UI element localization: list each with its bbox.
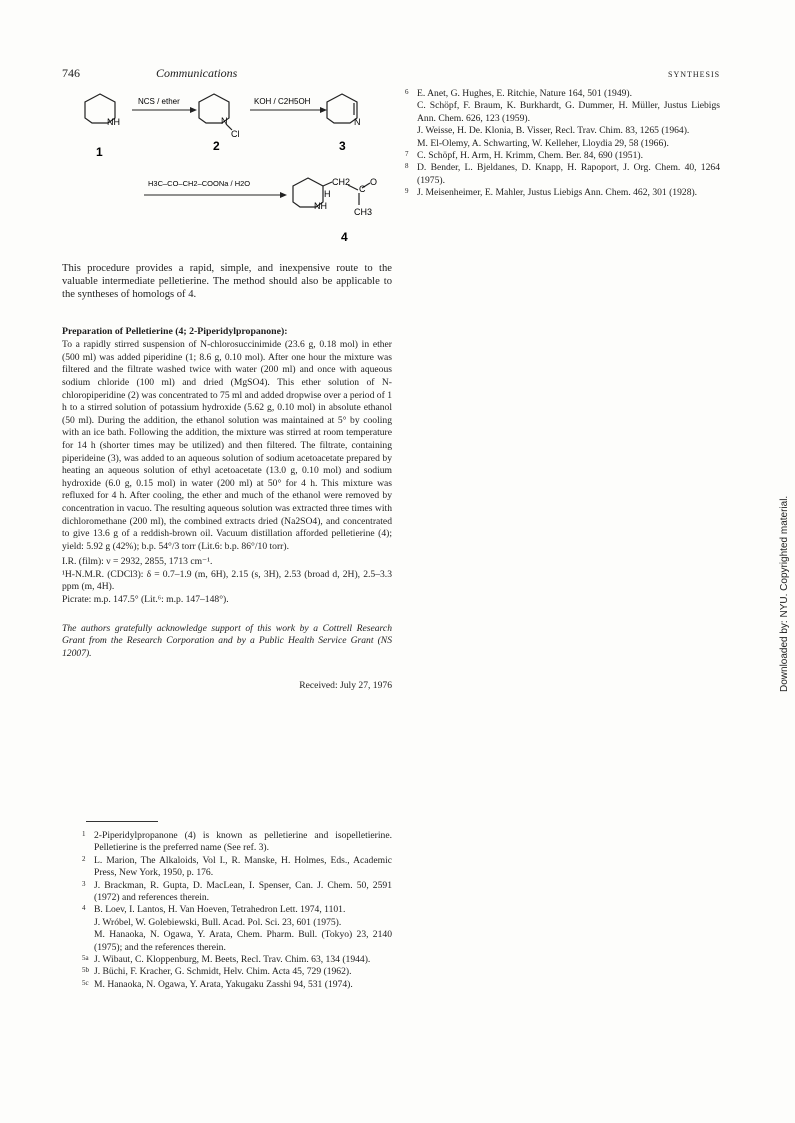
ir-data: I.R. (film): ν = 2932, 2855, 1713 cm⁻¹. xyxy=(62,556,213,568)
ch2-label: CH2 xyxy=(332,177,351,187)
reaction-scheme xyxy=(80,88,390,258)
reagent-2: KOH / C2H5OH xyxy=(254,97,311,106)
journal-name: SYNTHESIS xyxy=(668,70,721,79)
preparation-body: To a rapidly stirred suspension of N-chlorosuccinimide (23.6 g, 0.18 mol) in ether (500 ml) was added piperidine (1; 8.6 g, 0.10 mol). After one hour the mixture was filtered and the filtrate washed twice with water (200 ml) and once with aqueous sodium chloride (100 ml) and dried (MgSO4). This ether solution of N-chloropiperidine (2) was concentrated to 75 ml and added dropwise over a period of 1 h to a stirred solution of potassium hydroxide (5.62 g, 0.10 mol) in absolute ethanol (50 ml). During the addition, the ethanol solution was maintained at 5° by cooling with an ice bath. Following the addition, the mixture was stirred at room temperature for 14 h (shorter times may be utilized) and then filtered. The filtrate, containing piperideine (3), was added to an aqueous solution of sodium acetoacetate prepared by heating an aqueous solution of ethyl acetoacetate (13.0 g, 0.10 mol) and sodium hydroxide (6.0 g, 0.15 mol) in water (200 ml) at 50° for 4 h. This mixture was refluxed for 4 h. After cooling, the ether and much of the ethanol were removed by concentration in vacuo. The resulting aqueous solution was extracted three times with dichloromethane (200 ml), the combined extracts dried (Na2SO4), and concentrated to give 13.6 g of a reddish-brown oil. Vacuum distillation afforded pelletierine (4); yield: 5.92 g (42%); b.p. 54°/3 torr (Lit.6: b.p. 86°/10 torr). xyxy=(62,339,392,552)
acknowledgement: The authors gratefully acknowledge support of this work by a Cottrell Research Grant from the Research Corporation and by a Public Health Service Grant (NS 12007). xyxy=(62,622,392,659)
page-number: 746 xyxy=(62,66,80,80)
h-label: H xyxy=(324,189,331,199)
right-references: 6 E. Anet, G. Hughes, E. Ritchie, Nature 164, 501 (1949). C. Schöpf, F. Braum, K. Burkhardt, G. Dummer, H. Müller, Justus Liebigs Ann. Chem. 626, 123 (1959). J. Weisse, H. De. Klonia, B. Visser, Recl. Trav. Chim. 83, 1265 (1964). M. El-Olemy, A. Schwarting, W. Kelleher, Lloydia 29, 58 (1966). 7 C. Schöpf, H. Arm, H. Krimm, Chem. Ber. 84, 690 (1951). 8 D. Bender, L. Bjeldanes, D. Knapp, H. Rapoport, J. Org. Chem. 40, 1264 (1975). 9 J. Meisenheimer, E. Mahler, Justus Liebigs Ann. Chem. 462, 301 (1928). xyxy=(405,88,720,199)
footnote-4b: J. Wróbel, W. Golebiewski, Bull. Acad. Pol. Sci. 23, 601 (1975). xyxy=(94,916,342,928)
section-title: Communications xyxy=(156,66,238,80)
footnote-5a: J. Wibaut, C. Kloppenburg, M. Beets, Recl. Trav. Chim. 63, 134 (1944). xyxy=(94,954,371,966)
n2-label: N xyxy=(354,117,361,127)
reference-6b: C. Schöpf, F. Braum, K. Burkhardt, G. Dummer, H. Müller, Justus Liebigs Ann. Chem. 626, 123 (1959). xyxy=(417,100,720,124)
nh-label: NH xyxy=(107,117,120,127)
reference-8: D. Bender, L. Bjeldanes, D. Knapp, H. Rapoport, J. Org. Chem. 40, 1264 (1975). xyxy=(417,162,720,186)
reagent-3: H3C–CO–CH2–COONa / H2O xyxy=(148,179,251,188)
reference-9: J. Meisenheimer, E. Mahler, Justus Liebigs Ann. Chem. 462, 301 (1928). xyxy=(417,187,698,199)
reference-7: C. Schöpf, H. Arm, H. Krimm, Chem. Ber. 84, 690 (1951). xyxy=(417,150,643,162)
nh2-label: NH xyxy=(314,201,327,211)
reagent-1: NCS / ether xyxy=(138,97,180,106)
o-label: O xyxy=(370,177,378,187)
footnotes: 1 2-Piperidylpropanone (4) is known as pelletierine and isopelletierine. Pelletierine is the preferred name (See ref. 3). 2 L. Marion, The Alkaloids, Vol I., R. Manske, H. Holmes, Eds., Academic Press, New York, 1950, p. 176. 3 J. Brackman, R. Gupta, D. MacLean, I. Spenser, Can. J. Chem. 50, 2591 (1972) and references therein. 4 B. Loev, I. Lantos, H. Van Hoeven, Tetrahedron Lett. 1974, 1101. J. Wróbel, W. Golebiewski, Bull. Acad. Pol. Sci. 23, 601 (1975). M. Hanaoka, N. Ogawa, Y. Arata, Chem. Pharm. Bull. (Tokyo) 23, 2140 (1975); and the references therein. 5a J. Wibaut, C. Kloppenburg, M. Beets, Recl. Trav. Chim. 63, 134 (1944). 5b J. Büchi, F. Kracher, G. Schmidt, Helv. Chim. Acta 45, 729 (1962). 5c M. Hanaoka, N. Ogawa, Y. Arata, Yakugaku Zasshi 94, 531 (1974). xyxy=(82,830,392,990)
footnote-4c: M. Hanaoka, N. Ogawa, Y. Arata, Chem. Pharm. Bull. (Tokyo) 23, 2140 (1975); and the references therein. xyxy=(94,929,392,953)
download-watermark: Downloaded by: NYU. Copyrighted material. xyxy=(779,495,790,692)
cl-label: Cl xyxy=(231,129,240,139)
picrate-data: Picrate: m.p. 147.5° (Lit.⁶: m.p. 147–148°). xyxy=(62,594,229,606)
n-label: N xyxy=(221,116,228,126)
compound-label-2: 2 xyxy=(213,139,220,153)
footnote-3: J. Brackman, R. Gupta, D. MacLean, I. Spenser, Can. J. Chem. 50, 2591 (1972) and references therein. xyxy=(94,879,392,904)
reference-6: E. Anet, G. Hughes, E. Ritchie, Nature 164, 501 (1949). xyxy=(417,88,633,99)
compound-label-1: 1 xyxy=(96,145,103,159)
footnote-4: B. Loev, I. Lantos, H. Van Hoeven, Tetrahedron Lett. 1974, 1101. xyxy=(94,904,346,916)
footnote-1: 2-Piperidylpropanone (4) is known as pelletierine and isopelletierine. Pelletierine is the preferred name (See ref. 3). xyxy=(94,830,392,854)
reference-6c: J. Weisse, H. De. Klonia, B. Visser, Recl. Trav. Chim. 83, 1265 (1964). xyxy=(417,125,690,137)
intro-paragraph: This procedure provides a rapid, simple, and inexpensive route to the valuable intermediate pelletierine. The method should also be applicable to the syntheses of homologs of 4. xyxy=(62,263,392,301)
nmr-data: ¹H-N.M.R. (CDCl3): δ = 0.7–1.9 (m, 6H), 2.15 (s, 3H), 2.53 (broad d, 2H), 2.5–3.3 ppm (m, 4H). xyxy=(62,568,392,593)
reference-6d: M. El-Olemy, A. Schwarting, W. Kelleher, Lloydia 29, 58 (1966). xyxy=(417,137,669,149)
c-label: C xyxy=(359,184,366,194)
footnote-rule xyxy=(86,821,158,822)
piperideine-structure xyxy=(327,94,357,123)
footnote-5b: J. Büchi, F. Kracher, G. Schmidt, Helv. Chim. Acta 45, 729 (1962). xyxy=(94,966,352,978)
compound-label-4: 4 xyxy=(341,230,348,244)
compound-label-3: 3 xyxy=(339,139,346,153)
footnote-2: L. Marion, The Alkaloids, Vol I., R. Manske, H. Holmes, Eds., Academic Press, New York, 1950, p. 176. xyxy=(94,854,392,879)
received-date: Received: July 27, 1976 xyxy=(299,680,392,692)
footnote-5c: M. Hanaoka, N. Ogawa, Y. Arata, Yakugaku Zasshi 94, 531 (1974). xyxy=(94,978,353,990)
ch3-label: CH3 xyxy=(354,207,373,217)
preparation-heading: Preparation of Pelletierine (4; 2-Piperidylpropanone): xyxy=(62,325,288,337)
